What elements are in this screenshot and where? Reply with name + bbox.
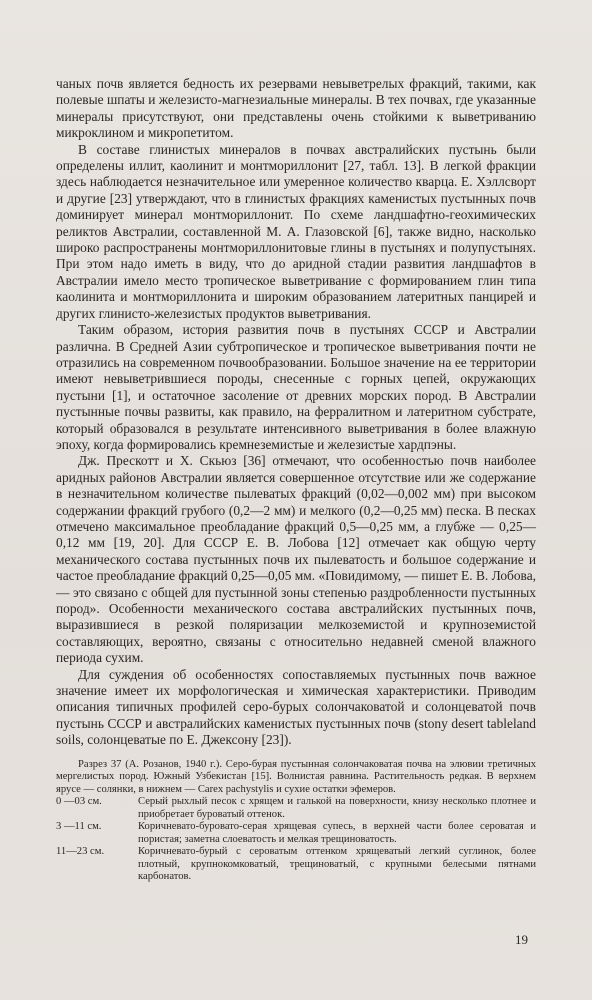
horizon-row [56, 846, 536, 884]
horizon-row [56, 821, 536, 846]
paragraph-2: В составе глинистых минералов в почвах австралийских пустынь были определены иллит, каолинит и монтмориллонит [27, табл. 13]. В легкой фракции здесь наблюдается незначительное или умеренное количество кварца. Е. Хэллсворт и другие [23] утверждают, что в глинистых фракциях каменистых пустынных почв доминирует минерал монтмориллонит. По схеме ландшафтно-геохимических реликтов Австралии, составленной М. А. Глазовской [6], также видно, насколько широко распространены монтмориллонитовые глины в пустынях и полупустынях. При этом надо иметь в виду, что до аридной стадии развития ландшафтов в Австралии имело место тропическое выветривание с формированием глин типа каолинита и монтмориллонита и широким образованием латеритных панцирей и других глинисто-железистых продуктов выветривания. [56, 141, 536, 321]
page-number: 19 [515, 932, 528, 947]
paragraph-1: чаных почв является бедность их резервами невыветрелых фракций, такими, как полевые шпаты и железисто-магнезиальные минералы. В тех почвах, где указанные минералы присутствуют, они представлены очень стойкими к выветриванию микроклином и микропетитом. [56, 76, 536, 141]
horizon-description: Коричневато-бурый с сероватым оттенком хрящеватый легкий суглинок, более плотный, крупнокомковатый, трещиноватый, с крупными белесыми пятнами карбонатов. [138, 846, 536, 883]
horizon-description: Серый рыхлый песок с хрящем и галькой на поверхности, книзу несколько плотнее и приобретает буроватый оттенок. [138, 796, 536, 820]
paragraph-3: Таким образом, история развития почв в пустынях СССР и Австралии различна. В Средней Азии субтропическое и тропическое выветривания почти не отразились на современном почвообразовании. Большое значение на ее территории имеют невыветрившиеся породы, снесенные с горных цепей, окружающих пустыни [1], и остаточное засоление от древних морских пород. В Австралии пустынные почвы развиты, как правило, на ферралитном и латеритном субстрате, который образовался в результате интенсивного выветривания в более влажную эпоху, когда формировались кремнеземистые и железистые хардпэны. [56, 322, 536, 452]
horizon-row [56, 796, 536, 821]
soil-profile-description [56, 759, 536, 884]
main-text [56, 76, 536, 749]
profile-intro: Разрез 37 (А. Розанов, 1940 г.). Серо-бурая пустынная солончаковатая почва на элювии третичных мергелистых пород. Южный Узбекистан [15]. Волнистая равнина. Растительность редкая. В верхнем ярусе — солянки, в нижнем — Carex pachystylis и сухие остатки эфемеров. [56, 758, 536, 795]
paragraph-5: Для суждения об особенностях сопоставляемых пустынных почв важное значение имеет их морфологическая и химическая характеристики. Приводим описания типичных профилей серо-бурых солончаковатой и солонцеватой почв пустынь СССР и австралийских каменистых пустынных почв (stony desert tableland soils, солонцеватые по Е. Джексону [23]). [56, 666, 536, 748]
horizon-depth: 11—23 см. [56, 846, 105, 858]
horizon-depth: 0 —03 см. [56, 796, 102, 808]
horizon-description: Коричневато-буровато-серая хрящевая супесь, в верхней части более сероватая и пористая; заметна слоеватость и мелкая трещиноватость. [138, 821, 536, 845]
paragraph-4: Дж. Прескотт и Х. Скьюз [36] отмечают, что особенностью почв наиболее аридных районов Австралии является совершенное отсутствие или же содержание в незначительном количестве пылеватых фракций (0,02—0,002 мм) при высоком содержании фракций грубого (0,2—2 мм) и мелкого (0,2—0,25 мм) песка. В песках отмечено максимальное преобладание фракций 0,5—0,25 мм, а глубже — 0,25—0,12 мм [19, 20]. Для СССР Е. В. Лобова [12] отмечает как общую черту механического состава пустынных почв их пылеватость и большое содержание и частое преобладание фракций 0,25—0,05 мм. «Повидимому, — пишет Е. В. Лобова, — это связано с общей для пустынной зоны степенью раздробленности пустынных пород». Особенности механического состава австралийских пустынных почв, выразившиеся в резкой поляризации мелкоземистой и крупноземистой составляющих, вероятно, связаны с относительно недавней сменой влажного периода сухим. [56, 453, 536, 666]
horizon-depth: 3 —11 см. [56, 821, 102, 833]
